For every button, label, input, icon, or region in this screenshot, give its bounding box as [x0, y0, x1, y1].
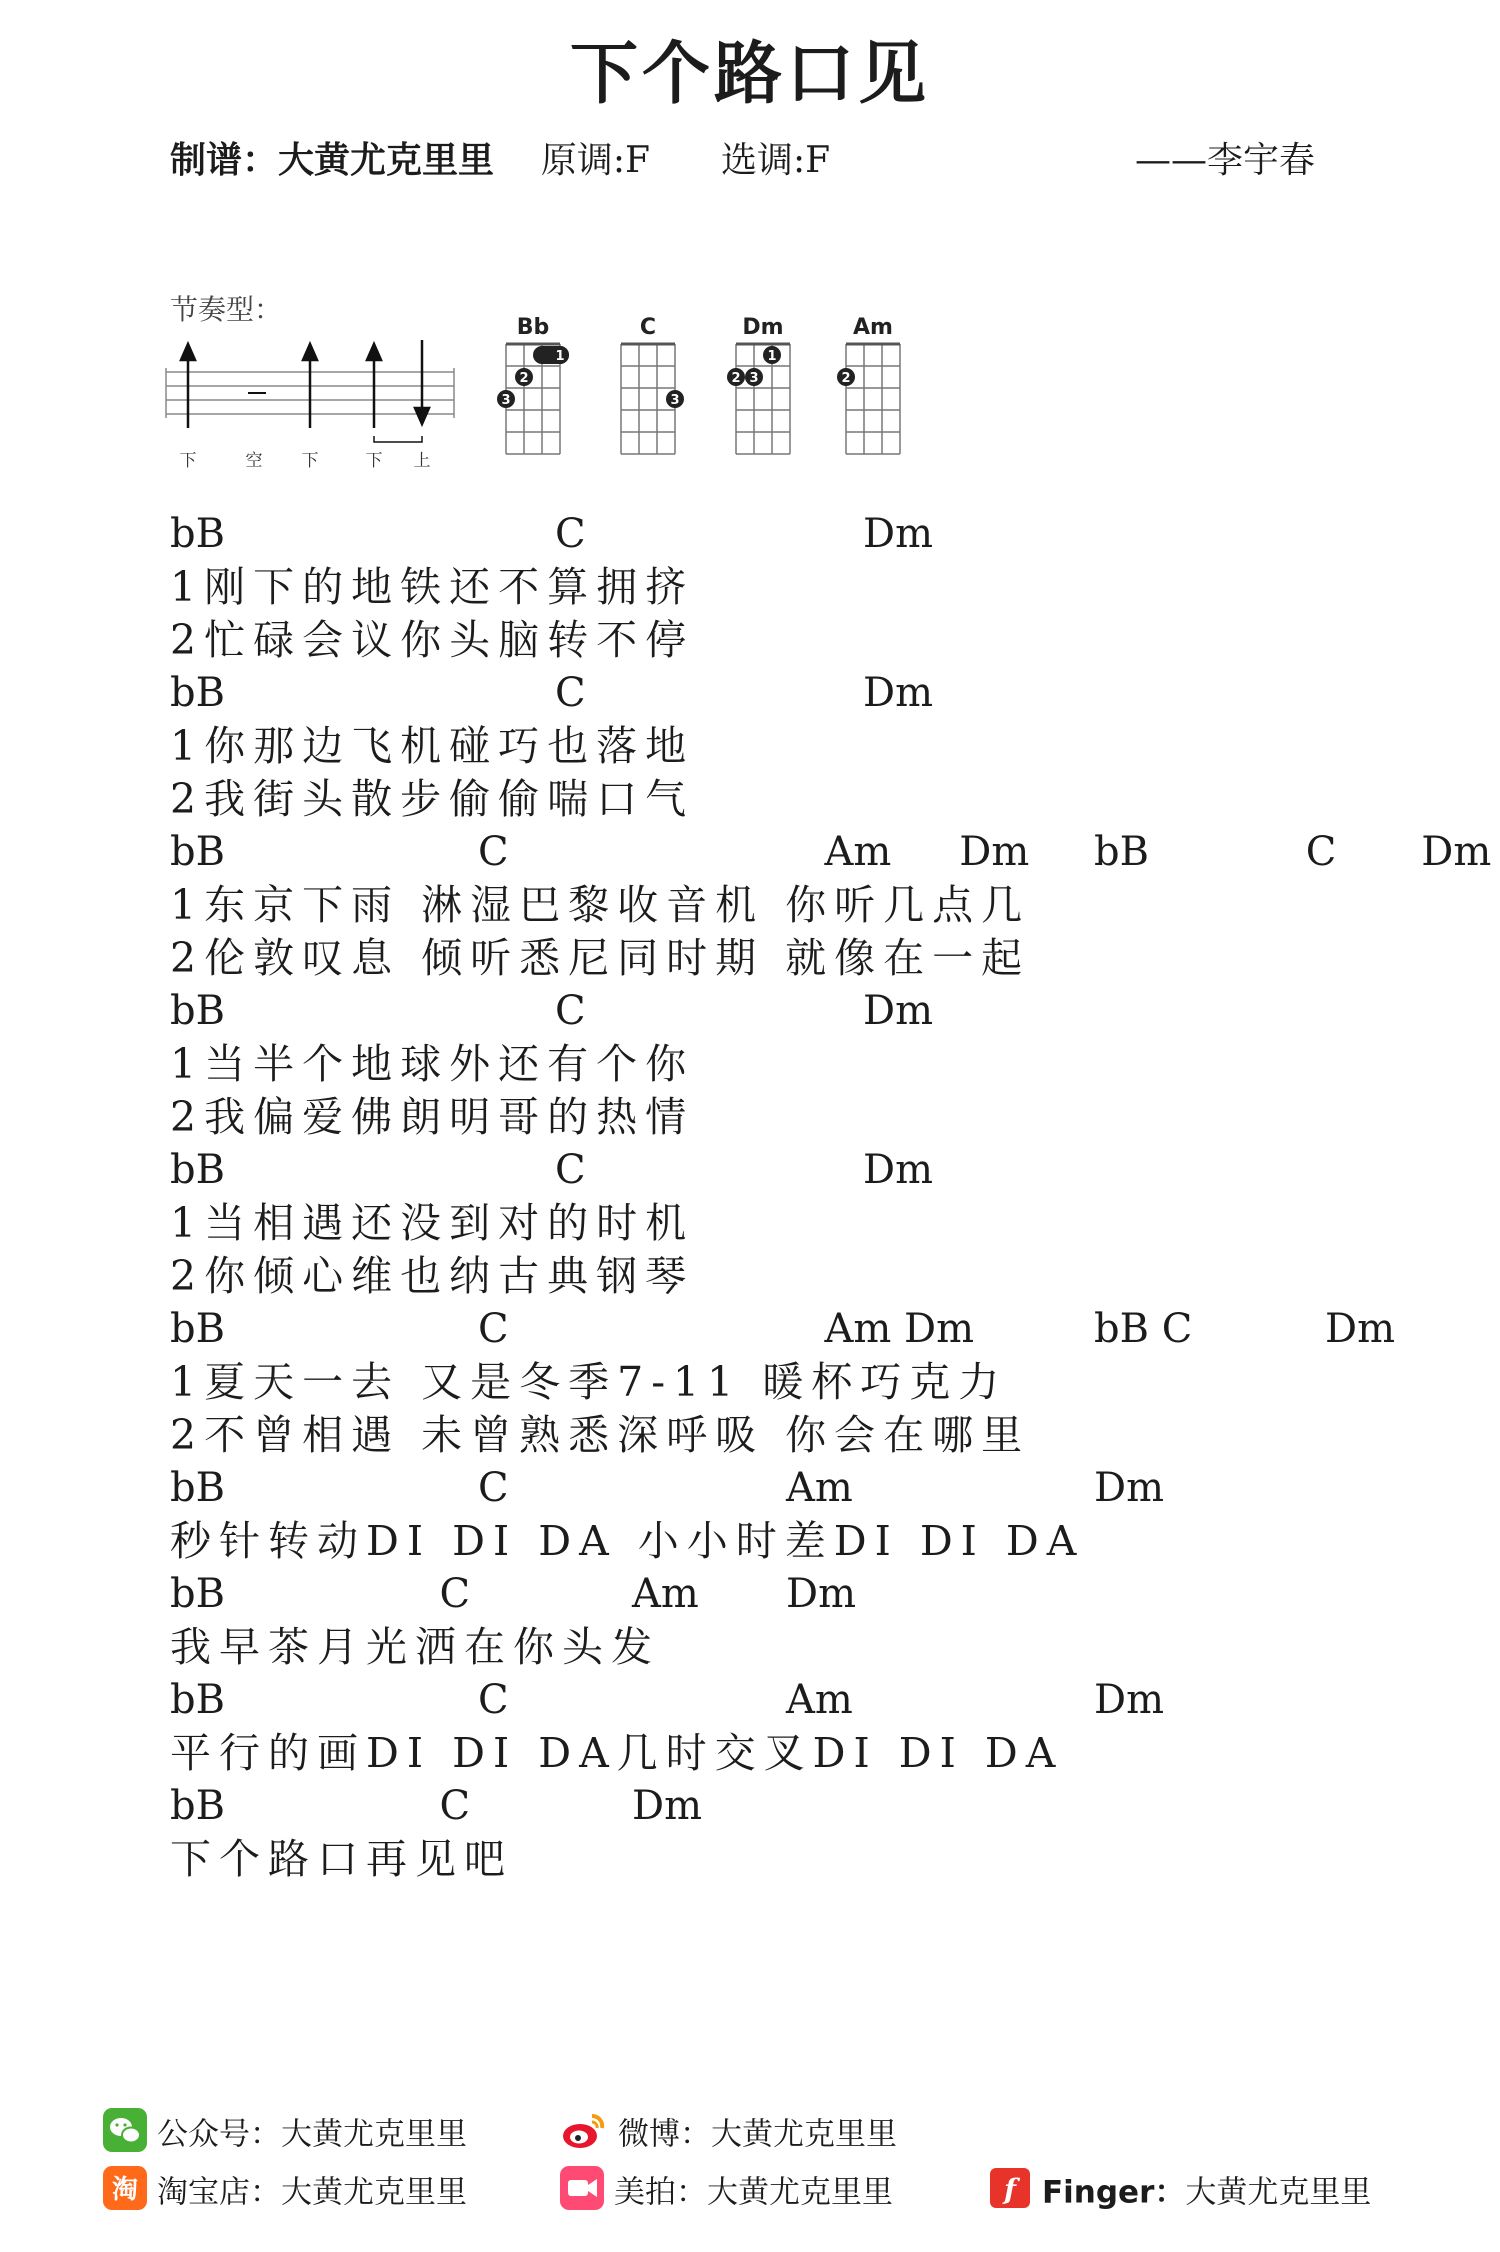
- footer: [0, 2100, 1500, 2250]
- chord-symbol: Dm: [863, 988, 933, 1034]
- chord-symbol: Am Dm: [824, 1306, 975, 1352]
- svg-text:f: f: [1003, 2173, 1017, 2206]
- chord-line: [170, 1303, 1395, 1356]
- chord-symbol: Dm: [1094, 1465, 1164, 1511]
- weibo-icon: [560, 2108, 608, 2164]
- svg-text:3: 3: [749, 371, 759, 386]
- rhythm-label: 节奏型：: [170, 293, 283, 326]
- selected-key: 选调:F: [720, 140, 831, 181]
- lyric-text: 秒针转动DI DI DA 小小时差DI DI DA: [170, 1517, 1085, 1565]
- chord-symbol: bB: [170, 1147, 225, 1193]
- chord-diagram: [608, 310, 688, 480]
- artist-name: ——李宇春: [1135, 140, 1316, 181]
- arranger: 制谱：大黄尤克里里: [170, 139, 495, 181]
- song-title: 下个路口见: [569, 34, 930, 114]
- lyric-text: 下个路口再见吧: [170, 1835, 513, 1883]
- chord-symbol: Dm: [863, 670, 933, 716]
- stroke-label: 上: [413, 451, 431, 471]
- original-key: 原调:F: [540, 140, 651, 181]
- chord-symbol: Dm: [1421, 829, 1492, 875]
- chord-symbol: bB: [170, 1783, 225, 1829]
- chord-symbol: bB: [1094, 829, 1149, 875]
- weibo-account: 微博：大黄尤克里里: [560, 2108, 897, 2152]
- lyric-line: [170, 879, 1390, 932]
- finger-dot: [497, 390, 515, 408]
- chord-symbol: C: [478, 1677, 509, 1723]
- lyric-text: 1当相遇还没到对的时机: [170, 1199, 695, 1247]
- chord-symbol: Am: [632, 1571, 699, 1617]
- lyric-text: 我早茶月光洒在你头发: [170, 1623, 660, 1671]
- lyrics-sheet: [170, 508, 1492, 1886]
- chord-symbol: C: [439, 1783, 471, 1829]
- finger-dot: [515, 368, 533, 386]
- meipai-icon: [560, 2166, 604, 2222]
- lyric-line: [170, 1250, 1390, 1303]
- taobao-shop: 淘 淘宝店：大黄尤克里里: [103, 2166, 467, 2210]
- chord-symbol: bB: [170, 988, 225, 1034]
- stroke-label: 空: [245, 451, 263, 471]
- chord-line: [170, 1462, 1390, 1515]
- meipai-account: 美拍：大黄尤克里里: [560, 2166, 893, 2210]
- chord-symbol: C: [478, 1465, 509, 1511]
- finger-dot: [745, 368, 763, 386]
- chord-line: [170, 1568, 1390, 1621]
- lyric-text: 1夏天一去 又是冬季7-11 暖杯巧克力: [170, 1358, 1008, 1406]
- chord-line: [170, 667, 1390, 720]
- chord-symbol: Dm: [1325, 1306, 1395, 1352]
- lyric-line: [170, 1515, 1390, 1568]
- chord-symbol: C: [1305, 829, 1337, 875]
- chord-symbol: C: [555, 670, 586, 716]
- svg-text:3: 3: [501, 393, 511, 408]
- finger-icon: [988, 2166, 1032, 2222]
- wechat-account: 公众号：大黄尤克里里: [103, 2108, 467, 2152]
- lyric-line: [170, 1091, 1390, 1144]
- lyric-line: [170, 1197, 1390, 1250]
- chord-symbol: Am: [824, 829, 892, 875]
- finger-dot: [727, 368, 745, 386]
- rhythm-pattern: [160, 332, 460, 472]
- lyric-text: 平行的画DI DI DA几时交叉DI DI DA: [170, 1729, 1064, 1777]
- svg-text:2: 2: [841, 371, 851, 386]
- chord-line: [170, 1674, 1390, 1727]
- lyric-line: [170, 720, 1390, 773]
- chord-symbol: bB: [170, 670, 225, 716]
- chord-name: C: [639, 315, 657, 340]
- chord-symbol: bB: [170, 1677, 225, 1723]
- chord-symbol: Am: [786, 1677, 853, 1723]
- chord-symbol: bB: [170, 1465, 225, 1511]
- finger-dot: [533, 346, 569, 364]
- chord-symbol: bB: [170, 829, 225, 875]
- chord-symbol: C: [439, 1571, 471, 1617]
- chord-line: [170, 508, 1390, 561]
- lyric-text: 2你倾心维也纳古典钢琴: [170, 1252, 695, 1300]
- chord-diagram: [723, 310, 803, 480]
- taobao-icon: [103, 2166, 147, 2222]
- lyric-line: [170, 1409, 1390, 1462]
- chord-symbol: C: [478, 1306, 509, 1352]
- lyric-text: 2我街头散步偷偷喘口气: [170, 775, 695, 823]
- lyric-text: 2忙碌会议你头脑转不停: [170, 616, 695, 664]
- beam-bracket: [374, 436, 422, 442]
- chord-diagram: [833, 310, 913, 480]
- lyric-line: [170, 932, 1390, 985]
- svg-text:2: 2: [731, 371, 741, 386]
- lyric-text: 2伦敦叹息 倾听悉尼同时期 就像在一起: [170, 934, 1031, 982]
- wechat-icon: [103, 2108, 147, 2164]
- lyric-line: [170, 1727, 1390, 1780]
- lyric-text: 2不曾相遇 未曾熟悉深呼吸 你会在哪里: [170, 1411, 1031, 1459]
- finger-dot: [666, 390, 684, 408]
- chord-diagram: [493, 310, 573, 480]
- finger-dot: [837, 368, 855, 386]
- strum-up-arrow: [415, 340, 429, 424]
- lyric-line: [170, 773, 1390, 826]
- lyric-text: 1刚下的地铁还不算拥挤: [170, 563, 695, 611]
- chord-symbol: C: [478, 829, 509, 875]
- chord-symbol: Am: [786, 1465, 853, 1511]
- svg-text:1: 1: [767, 349, 777, 364]
- chord-symbol: bB C: [1094, 1306, 1193, 1352]
- svg-text:3: 3: [670, 393, 680, 408]
- sheet-meta: [170, 132, 830, 183]
- chord-symbol: Dm: [632, 1783, 702, 1829]
- chord-symbol: Dm: [1094, 1677, 1164, 1723]
- chord-symbol: Dm: [863, 511, 933, 557]
- chord-name: Dm: [742, 315, 784, 340]
- chord-line: [170, 826, 1492, 879]
- lyric-line: [170, 1356, 1390, 1409]
- stroke-label: 下: [365, 451, 383, 471]
- chord-symbol: Dm: [786, 1571, 856, 1617]
- lyric-text: 2我偏爱佛朗明哥的热情: [170, 1093, 695, 1141]
- stroke-label: 下: [301, 451, 319, 471]
- chord-symbol: C: [555, 1147, 586, 1193]
- lyric-line: [170, 1621, 1390, 1674]
- lyric-text: 1当半个地球外还有个你: [170, 1040, 695, 1088]
- chord-symbol: C: [555, 511, 586, 557]
- chord-symbol: bB: [170, 511, 225, 557]
- lyric-line: [170, 1833, 1390, 1886]
- chord-symbol: Dm: [959, 829, 1030, 875]
- chord-line: [170, 1144, 1390, 1197]
- lyric-line: [170, 561, 1390, 614]
- lyric-text: 1你那边飞机碰巧也落地: [170, 722, 695, 770]
- svg-text:2: 2: [519, 371, 529, 386]
- lyric-text: 1东京下雨 淋湿巴黎收音机 你听几点几: [170, 881, 1031, 929]
- chord-name: Am: [853, 315, 893, 340]
- svg-text:淘: 淘: [111, 2175, 139, 2205]
- chord-symbol: bB: [170, 1571, 225, 1617]
- chord-symbol: bB: [170, 1306, 225, 1352]
- lyric-line: [170, 614, 1390, 667]
- svg-text:1: 1: [555, 349, 565, 364]
- chord-symbol: Dm: [863, 1147, 933, 1193]
- lyric-line: [170, 1038, 1390, 1091]
- chord-line: [170, 985, 1390, 1038]
- chord-symbol: C: [555, 988, 586, 1034]
- chord-line: [170, 1780, 1390, 1833]
- finger-dot: [763, 346, 781, 364]
- chord-name: Bb: [516, 315, 550, 340]
- stroke-label: 下: [179, 451, 197, 471]
- finger-account: f Finger：大黄尤克里里: [988, 2166, 1371, 2210]
